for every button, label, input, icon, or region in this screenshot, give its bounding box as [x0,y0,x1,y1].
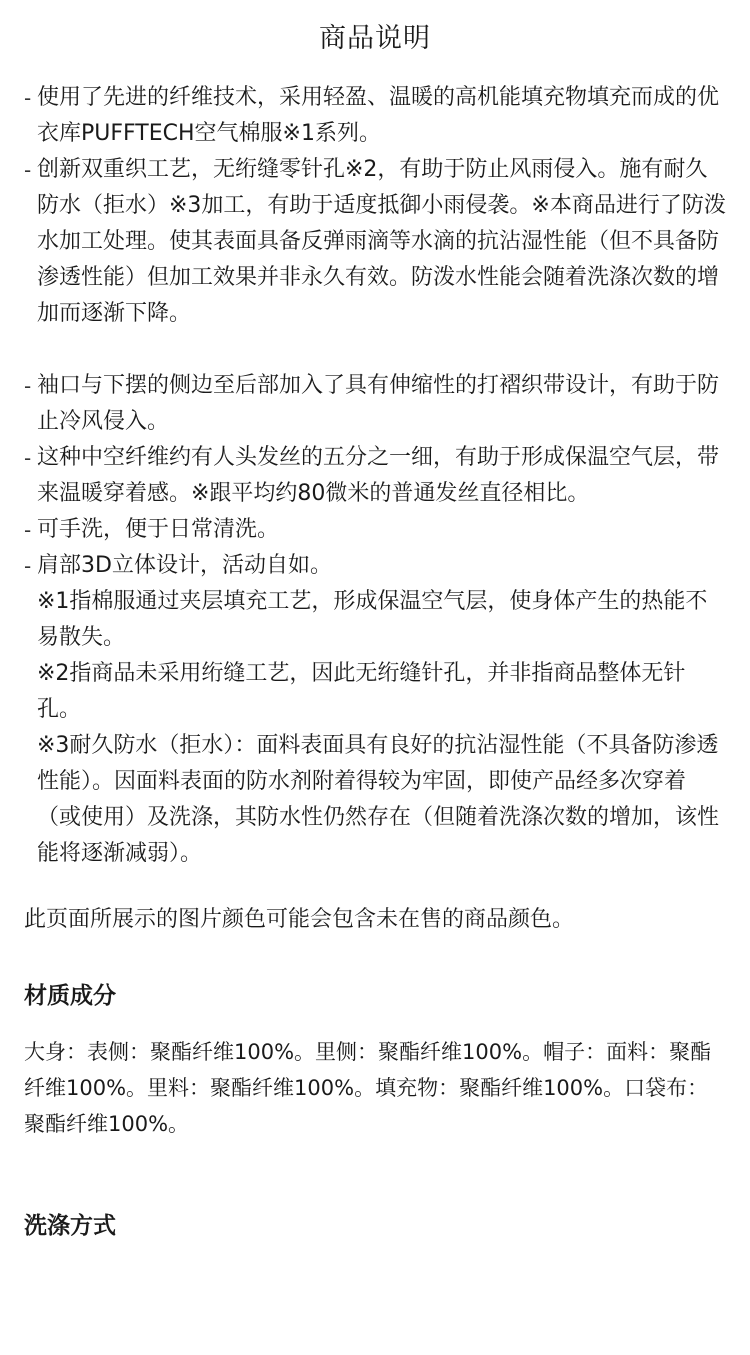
description-list [24,80,726,872]
description-item: - 使用了先进的纤维技术，采用轻盈、温暖的高机能填充物填充而成的优衣库PUFFTECH空气棉服※1系列。 [24,80,726,152]
description-item: - 肩部3D立体设计，活动自如。 [24,548,726,584]
washing-heading: 洗涤方式 [24,1213,116,1239]
color-disclaimer: 此页面所展示的图片颜色可能会包含未在售的商品颜色。 [24,907,575,932]
description-item: - 袖口与下摆的侧边至后部加入了具有伸缩性的打褶织带设计，有助于防止冷风侵入。 [24,368,726,440]
material-heading: 材质成分 [24,983,116,1009]
footnote-item: ※1指棉服通过夹层填充工艺，形成保温空气层，使身体产生的热能不易散失。 [37,589,708,650]
footnote-item: ※2指商品未采用绗缝工艺，因此无绗缝针孔，并非指商品整体无针孔。 [37,661,686,722]
description-item: - 可手洗，便于日常清洗。 [24,512,726,548]
description-item: - 这种中空纤维约有人头发丝的五分之一细，有助于形成保温空气层，带来温暖穿着感。※跟平均约80微米的普通发丝直径相比。 [24,440,726,512]
page-title: 商品说明 [319,23,431,54]
footnote-item: ※3耐久防水（拒水）：面料表面具有良好的抗沾湿性能（不具备防渗透性能）。因面料表面的防水剂附着得较为牢固，即使产品经多次穿着（或使用）及洗涤，其防水性仍然存在（但随着洗涤次数的增加，该性能将逐渐减弱）。 [37,733,720,866]
description-item: - 创新双重织工艺，无绗缝零针孔※2，有助于防止风雨侵入。施有耐久防水（拒水）※3加工，有助于适度抵御小雨侵袭。※本商品进行了防泼水加工处理。使其表面具备反弹雨滴等水滴的抗沾湿性能（但不具备防渗透性能）但加工效果并非永久有效。防泼水性能会随着洗涤次数的增加而逐渐下降。 [24,152,726,332]
material-composition: 大身：表侧：聚酯纤维100%。里侧：聚酯纤维100%。帽子：面料：聚酯纤维100%。里料：聚酯纤维100%。填充物：聚酯纤维100%。口袋布：聚酯纤维100%。 [24,1040,712,1136]
